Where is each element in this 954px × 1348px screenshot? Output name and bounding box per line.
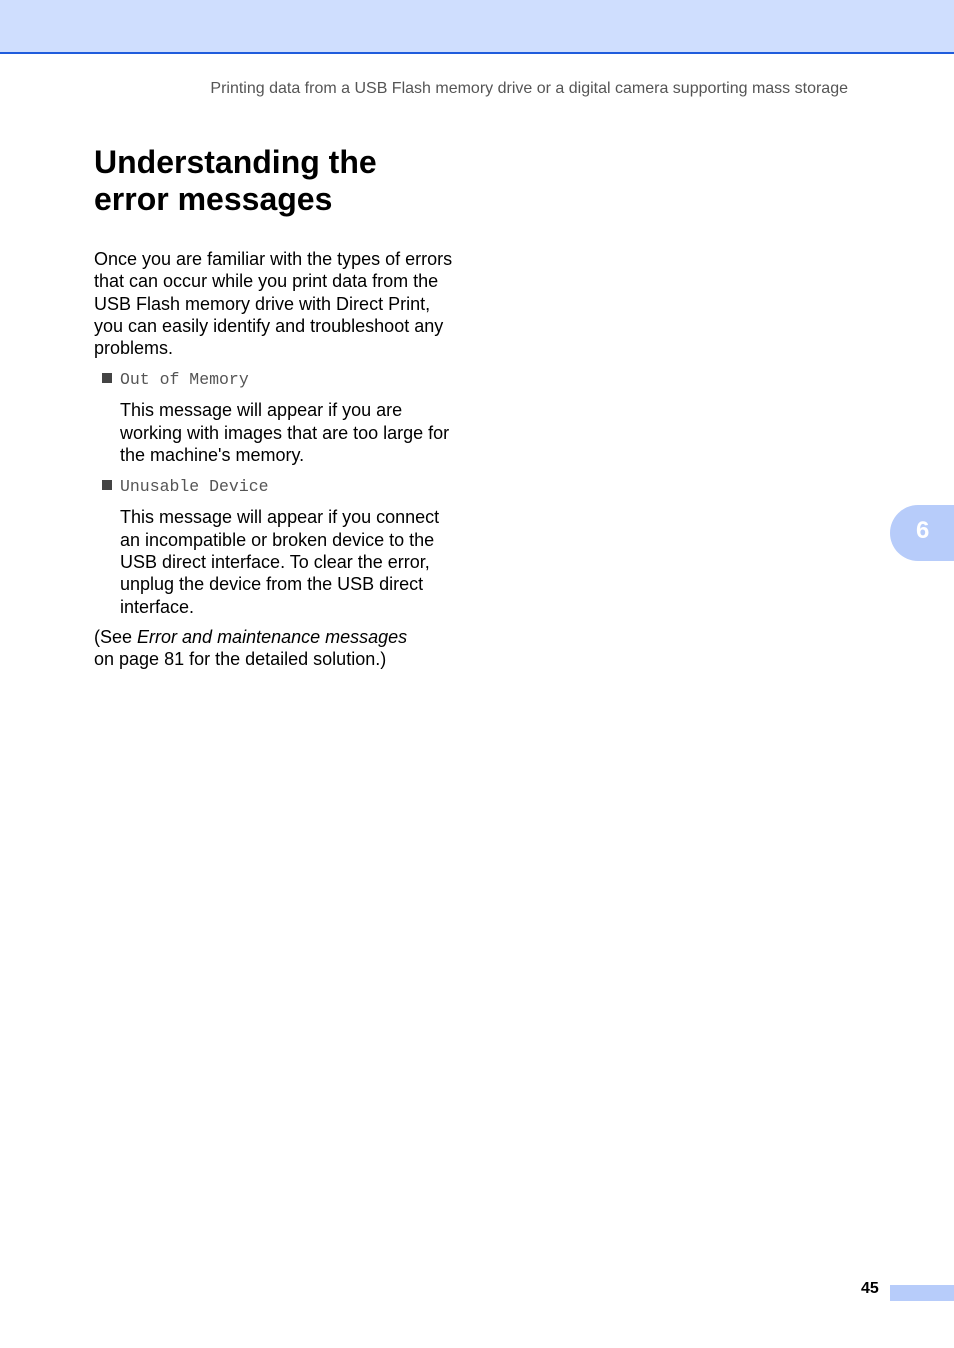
chapter-tab — [890, 505, 954, 561]
error-label: Out of Memory — [120, 370, 249, 390]
closing-suffix: on page 81 for the detailed solution.) — [94, 649, 387, 670]
closing-note — [94, 626, 464, 671]
intro-paragraph: Once you are familiar with the types of errors that can occur while you print data from the USB Flash memory drive with Direct Print, you can easily identify and troubleshoot any problems. — [94, 249, 453, 359]
page-title — [94, 144, 464, 218]
footer-bar — [890, 1285, 954, 1301]
cross-reference-link[interactable]: Error and maintenance messages — [137, 626, 408, 647]
error-label: Unusable Device — [120, 477, 269, 497]
running-header: Printing data from a USB Flash memory drive or a digital camera supporting mass storage — [210, 80, 848, 97]
error-description: This message will appear if you connect an incompatible or broken device to the USB direct interface. To clear the error, unplug the device from the USB direct interface. — [120, 507, 440, 617]
header-band — [0, 0, 954, 54]
page-title-line2: error messages — [94, 181, 333, 217]
page-title-line1: Understanding the — [94, 144, 377, 180]
chapter-number: 6 — [916, 517, 930, 544]
error-item-unusable-device — [94, 476, 464, 498]
page-number: 45 — [861, 1280, 879, 1297]
closing-prefix: (See — [94, 626, 138, 647]
error-description: This message will appear if you are working with images that are too large for the machine's memory. — [120, 400, 450, 466]
main-content — [94, 144, 464, 670]
error-item-out-of-memory — [94, 369, 464, 391]
bullet-square-icon — [102, 373, 112, 383]
bullet-square-icon — [102, 480, 112, 490]
